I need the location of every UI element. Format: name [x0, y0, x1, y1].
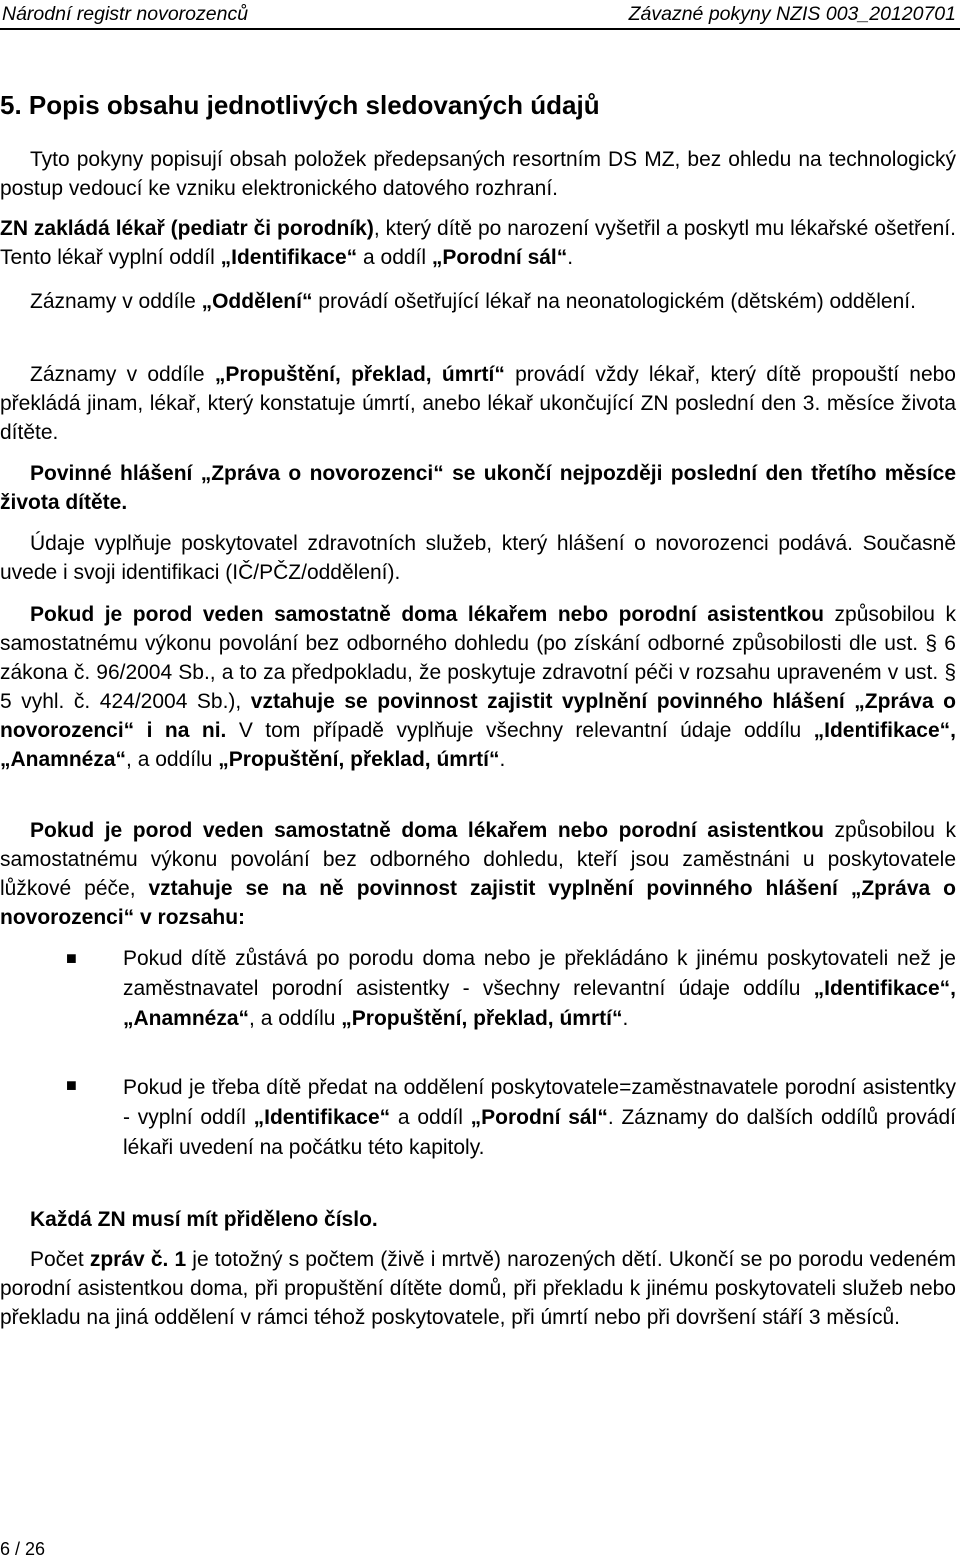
bullet-item-transfer: Pokud je třeba dítě předat na oddělení poskytovatele=zaměstnavatele porodní asistentky - vyplní oddíl „Identifikace“ a oddíl „Porodní sál“. Záznamy do dalších oddílů provádí lékaři uvedení na počátku této kapitoly.: [123, 1076, 956, 1159]
paragraph-home-birth-2: Pokud je porod veden samostatně doma lékařem nebo porodní asistentkou způsobilou k samostatnému výkonu povolání bez odborného dohledu, kteří jsou zaměstnáni u poskytovatele lůžkové péče, vztahuje se na ně povinnost zajistit vyplnění povinného hlášení „Zpráva o novorozenci“ v rozsahu:: [0, 819, 956, 929]
paragraph-intro: Tyto pokyny popisují obsah položek předepsaných resortním DS MZ, bez ohledu na technologický postup vedoucí ke vzniku elektronického datového rozhraní.: [0, 148, 956, 200]
paragraph-department: Záznamy v oddíle „Oddělení“ provádí ošetřující lékař na neonatologickém (dětském) oddělení.: [30, 290, 916, 313]
page-header: [0, 0, 960, 30]
bullet-item-home: Pokud dítě zůstává po porodu doma nebo je překládáno k jinému poskytovateli než je zaměstnavatel porodní asistentky - všechny relevantní údaje oddílu „Identifikace“, „Anamnéza“, a oddílu „Propuštění, překlad, úmrtí“.: [123, 947, 956, 1030]
section-heading: 5. Popis obsahu jednotlivých sledovaných údajů: [0, 90, 600, 120]
paragraph-zn-number: Každá ZN musí mít přiděleno číslo.: [30, 1208, 378, 1231]
document-title: Národní registr novorozenců: [2, 3, 249, 25]
bullet-marker: ■: [66, 948, 77, 968]
paragraph-discharge: Záznamy v oddíle „Propuštění, překlad, úmrtí“ provádí vždy lékař, který dítě propouští nebo překládá jinam, lékař, který konstatuje úmrtí, anebo lékař ukončující ZN poslední den 3. měsíce života dítěte.: [0, 363, 956, 444]
paragraph-home-birth-1: Pokud je porod veden samostatně doma lékařem nebo porodní asistentkou způsobilou k samostatnému výkonu povolání bez odborného dohledu (po získání odborné způsobilosti dle ust. § 6 zákona č. 96/2004 Sb., a to za předpokladu, že poskytuje zdravotní péči v rozsahu upraveném v ust. § 5 vyhl. č. 424/2004 Sb.), vztahuje se povinnost zajistit vyplnění povinného hlášení „Zpráva o novorozenci“ i na ni. V tom případě vyplňuje všechny relevantní údaje oddílu „Identifikace“, „Anamnéza“, a oddílu „Propuštění, překlad, úmrtí“.: [0, 603, 957, 771]
paragraph-report-count: Počet zpráv č. 1 je totožný s počtem (živě i mrtvě) narozených dětí. Ukončí se po porodu vedeném porodní asistentkou doma, při propuštění dítěte domů, při překladu k jinému poskytovateli služeb nebo překladu na jiná oddělení v rámci téhož poskytovatele, při úmrtí nebo při dovršení stáří 3 měsíců.: [0, 1248, 956, 1329]
bullet-marker: ■: [66, 1075, 77, 1095]
header-divider: [0, 28, 960, 30]
paragraph-zn-founder: ZN zakládá lékař (pediatr či porodník), který dítě po narození vyšetřil a poskytl mu lékařské ošetření. Tento lékař vyplní oddíl „Identifikace“ a oddíl „Porodní sál“.: [0, 217, 956, 269]
paragraph-mandatory-report: Povinné hlášení „Zpráva o novorozenci“ se ukončí nejpozději poslední den třetího měsíce života dítěte.: [0, 462, 956, 514]
page-number: 6 / 26: [0, 1539, 46, 1559]
paragraph-provider: Údaje vyplňuje poskytovatel zdravotních služeb, který hlášení o novorozenci podává. Současně uvede i svoji identifikaci (IČ/PČZ/oddělení).: [0, 532, 956, 584]
document-reference: Závazné pokyny NZIS 003_20120701: [628, 3, 956, 25]
